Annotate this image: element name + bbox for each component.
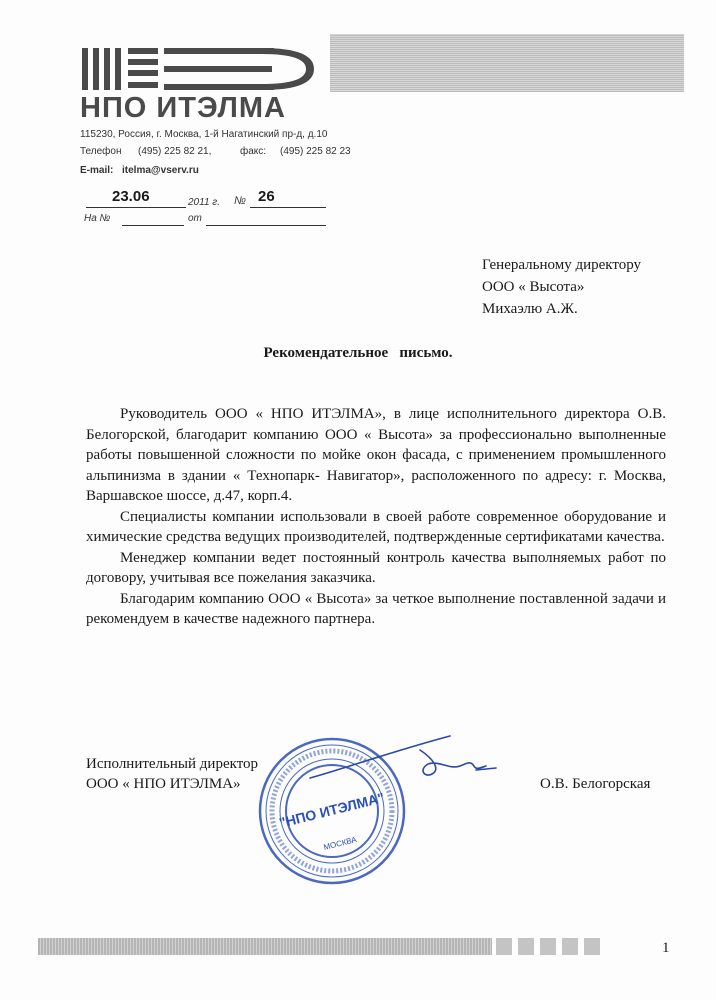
page-number: 1 <box>662 940 670 956</box>
company-address: 115230, Россия, г. Москва, 1-й Нагатинский пр-д, д.10 <box>80 129 328 140</box>
phone-number: (495) 225 82 21, <box>138 146 212 157</box>
ref-from-underline <box>206 225 326 226</box>
ref-from-label: от <box>188 213 202 224</box>
letter-title: Рекомендательное письмо. <box>263 345 453 361</box>
footer-square <box>562 938 578 955</box>
email-address: itelma@vserv.ru <box>122 165 199 176</box>
letter-date: 23.06 <box>112 188 150 205</box>
handwritten-signature-icon <box>300 730 500 790</box>
footer-square <box>540 938 556 955</box>
fax-number: (495) 225 82 23 <box>280 146 351 157</box>
footer-square <box>496 938 512 955</box>
body-paragraph-1: Руководитель ООО « НПО ИТЭЛМА», в лице исполнительного директора О.В. Белогорской, благодарит компанию ООО « Высота» за профессионально выполненные работы повышенной сложности по мойке окон фасада, с применением промышленного альпинизма в здании « Технопарк- Навигатор», расположенного по адресу: г. Москва, Варшавское шоссе, д.47, корп.4. <box>86 406 666 504</box>
date-underline <box>86 207 186 208</box>
stamp-city-text: МОСКВА <box>322 835 358 852</box>
recipient-position: Генеральному директору <box>482 257 642 273</box>
phone-label: Телефон <box>80 146 122 157</box>
body-paragraph-3: Менеджер компании ведет постоянный контроль качества выполняемых работ по договору, учитывая все пожелания заказчика. <box>86 549 666 586</box>
ref-number-label: На № <box>84 213 111 224</box>
signer-name: О.В. Белогорская <box>540 776 651 792</box>
company-name-logo: НПО ИТЭЛМА <box>80 92 286 124</box>
signer-position: Исполнительный директор <box>86 756 259 772</box>
footer-square <box>518 938 534 955</box>
body-paragraph-4: Благодарим компанию ООО « Высота» за четкое выполнение поставленной задачи и рекомендуем в качестве надежного партнера. <box>86 590 666 627</box>
recipient-name: Михаэлю А.Ж. <box>482 301 578 317</box>
number-label: № <box>234 195 246 207</box>
letter-number: 26 <box>258 188 275 205</box>
letter-body <box>86 404 666 630</box>
number-underline <box>250 207 326 208</box>
body-paragraph-2: Специалисты компании использовали в своей работе современное оборудование и химические средства ведущих производителей, подтвержденные сертификатами качества. <box>86 508 666 545</box>
company-logo-icon <box>82 46 317 92</box>
year-label: 2011 г. <box>188 197 220 208</box>
stamp-center-text: "НПО ИТЭЛМА" <box>277 789 387 831</box>
signer-company: ООО « НПО ИТЭЛМА» <box>86 776 241 792</box>
ref-number-underline <box>122 225 184 226</box>
footer-square <box>584 938 600 955</box>
header-decor-bar <box>330 34 684 92</box>
email-label: E-mail: <box>80 165 114 176</box>
fax-label: факс: <box>240 146 267 157</box>
recipient-company: ООО « Высота» <box>482 279 585 295</box>
footer-decor-bar <box>38 938 492 955</box>
